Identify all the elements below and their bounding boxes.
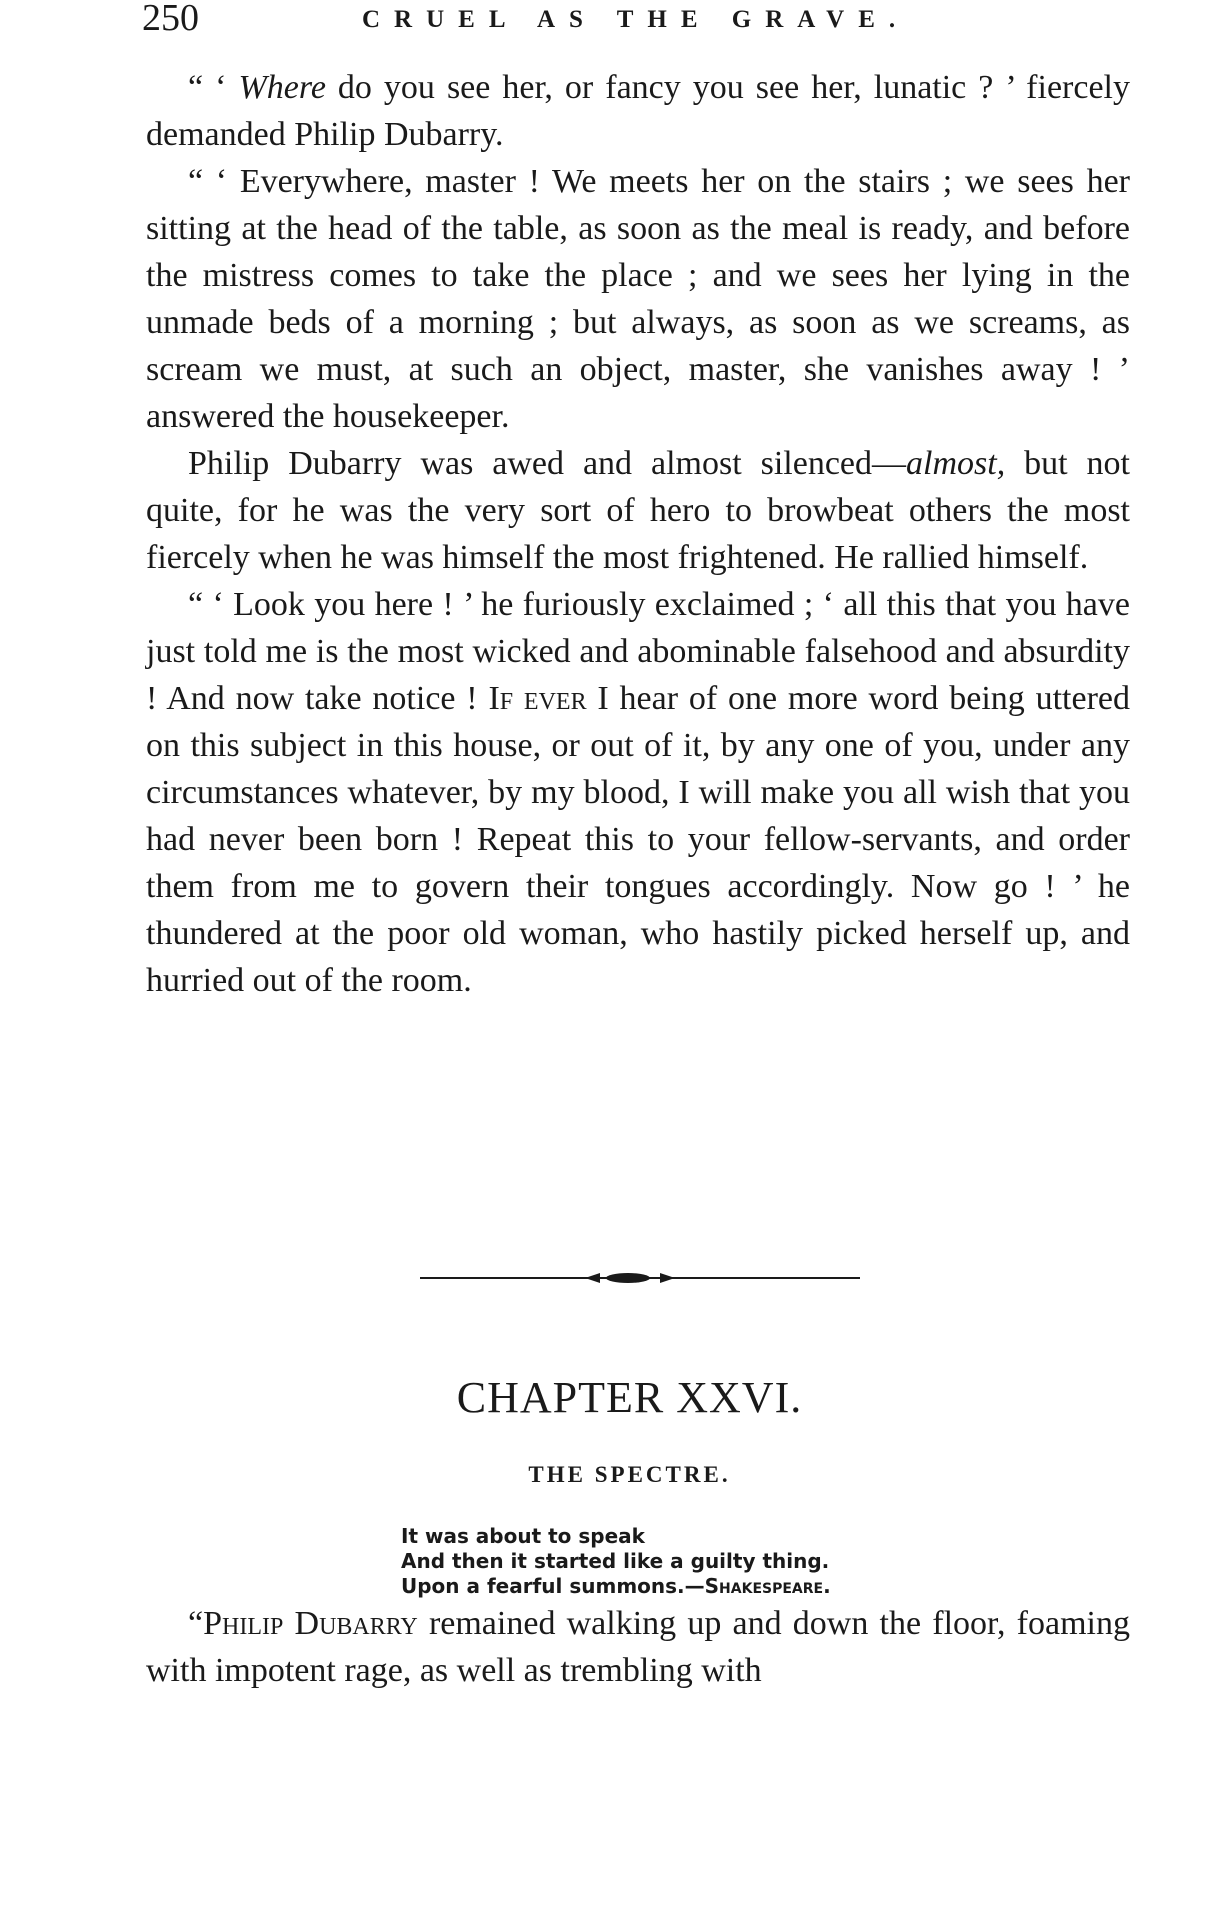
epigraph-line-3-text: Upon a fearful summons.—: [401, 1574, 705, 1598]
chapter-opening-text: [146, 1600, 1130, 1694]
paragraph-3: [146, 440, 1130, 581]
paragraph-4-start: “ ‘ Look you here ! ’ he furiously exclaimed ; ‘ all this that you have just told me is the most wicked and abominable falsehood and absurdity ! And now take notice !: [146, 586, 1130, 717]
paragraph-3-italic: almost,: [906, 445, 1006, 482]
epigraph-author: Shakespeare.: [704, 1574, 831, 1598]
epigraph-line-3: [401, 1574, 831, 1599]
paragraph-3-rest: but not quite, for he was the very sort of hero to browbeat others the most fiercely when he was himself the most frightened. He rallied himself.: [146, 445, 1130, 576]
paragraph-1-quote: “ ‘: [188, 69, 239, 106]
opening-rest: remained walking up and down the floor, foaming with impotent rage, as well as trembling with: [146, 1605, 1130, 1689]
section-divider-ornament: [420, 1268, 860, 1288]
chapter-subtitle: THE SPECTRE.: [528, 1462, 731, 1487]
paragraph-1-rest: do you see her, or fancy you see her, lunatic ? ’ fiercely demanded Philip Dubarry.: [146, 69, 1130, 153]
paragraph-4-smallcaps: If ever: [488, 680, 587, 717]
paragraph-1-italic: Where: [238, 69, 326, 106]
paragraph-2: “ ‘ Everywhere, master ! We meets her on the stairs ; we sees her sitting at the head of the table, as soon as the meal is ready, and before the mistress comes to take the place ; and we sees her lying in the unmade beds of a morning ; but always, as soon as we screams, as scream we must, at such an object, master, she vanishes away ! ’ answered the housekeeper.: [146, 163, 1130, 435]
paragraph-4-rest: I hear of one more word being uttered on this subject in this house, or out of it, by any one of you, under any circumstances whatever, by my blood, I will make you all wish that you had never been born ! Repeat this to your fellow-servants, and order them from me to govern their tongues accordingly. Now go ! ’ he thundered at the poor old woman, who hastily picked herself up, and hurried out of the room.: [146, 680, 1130, 999]
paragraph-3-text: Philip Dubarry was awed and almost silenced—: [188, 445, 907, 482]
body-text: [146, 64, 1130, 1004]
chapter-title: CHAPTER XXVI.: [456, 1373, 803, 1422]
opening-smallcaps: Philip Dubarry: [203, 1605, 418, 1642]
paragraph-1: [146, 64, 1130, 158]
running-head: [142, 0, 1132, 48]
page-number: 250: [142, 0, 199, 39]
opening-quote: “: [188, 1605, 204, 1642]
epigraph: [401, 1524, 831, 1599]
chapter-opening-paragraph: [146, 1600, 1130, 1694]
epigraph-line-2: And then it started like a guilty thing.: [401, 1549, 830, 1573]
running-title: CRUEL AS THE GRAVE.: [362, 6, 910, 33]
epigraph-line-1: It was about to speak: [401, 1524, 645, 1548]
paragraph-4: [146, 581, 1130, 1004]
